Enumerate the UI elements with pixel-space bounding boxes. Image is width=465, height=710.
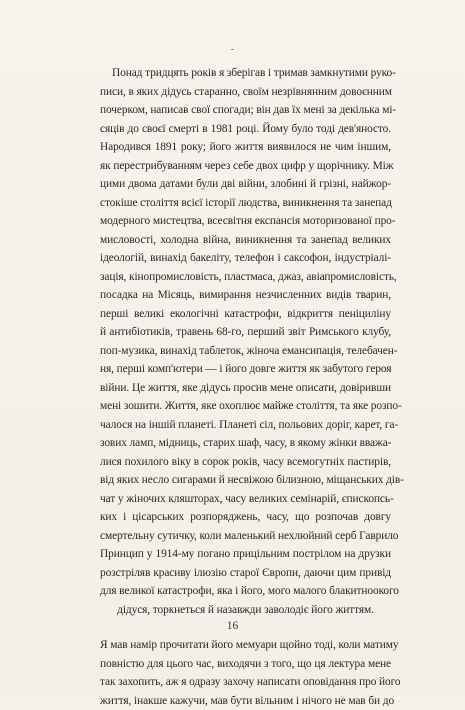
text-line: від яких несло сигарами й несвіжою білизною, міщанських дів- xyxy=(100,471,391,490)
text-line: сяців до своєї смерті в 1981 році. Йому було тоді дев'яносто. xyxy=(100,120,391,139)
text-line: війни. Це життя, яке дідусь просив мене описати, довіривши xyxy=(100,379,391,398)
text-line: Понад тридцять років я зберігав і тримав замкнутими руко- xyxy=(100,64,391,83)
text-line: Народився 1891 року; його життя виявилося не чим іншим, xyxy=(100,138,391,157)
text-line: дідуся, торкнеться й назавжди заволодіє його життям. xyxy=(100,601,391,620)
text-line: так захопить, аж я одразу захочу написати оповідання про його xyxy=(100,673,391,692)
text-line: стокіше століття всієї історії людства, виникнення та занепад xyxy=(100,194,391,213)
top-ornament: - xyxy=(0,44,465,55)
text-line: цими двома датами були дві війни, злобині й грізні, найжор- xyxy=(100,175,391,194)
text-line: Я мав намір прочитати його мемуари щойно тоді, коли матиму xyxy=(100,636,391,655)
body-text xyxy=(100,64,391,710)
paragraph-1 xyxy=(100,64,391,619)
text-line: зових ламп, мідниць, старих шаф, часу, в якому жінки вважа- xyxy=(100,434,391,453)
text-line: ких і цісарських розпоряджень, часу, що розпочав довгу xyxy=(100,508,391,527)
text-line: ня, перші комп'ютери — і його довге життя як забутого героя xyxy=(100,360,391,379)
text-line: писи, в яких дідусь старанно, своїм незрівнянним довоєнним xyxy=(100,83,391,102)
text-line: посадка на Місяць, вимирання незчисленних видів тварин, xyxy=(100,286,391,305)
paragraph-2 xyxy=(100,636,391,710)
text-line: поп-музика, винахід таблеток, жіноча емансипація, телебачен- xyxy=(100,342,391,361)
text-line: мисловості, холодна війна, виникнення та занепад великих xyxy=(100,231,391,250)
text-line: почерком, написав свої спогади; він дав їх мені за декілька мі- xyxy=(100,101,391,120)
text-line: мені зошити. Життя, яке охоплює майже століття, та яке розпо- xyxy=(100,397,391,416)
text-line: й антибіотиків, травень 68-го, перший звіт Римського клубу, xyxy=(100,323,391,342)
text-line: ідеологій, винахід бакеліту, телефон і саксофон, індустріалі- xyxy=(100,249,391,268)
text-line: лися похилого віку в сорок років, часу всемогутніх пастирів, xyxy=(100,453,391,472)
text-line: зація, кінопромисловість, пластмаса, джаз, авіапромисловість, xyxy=(100,268,391,287)
text-line: життя, інакше кажучи, мав бути вільним і нічого не мав би до xyxy=(100,692,391,710)
text-line: для великої катастрофи, яка і його, мого малого блакитноокого xyxy=(100,582,391,601)
text-line: чалося на іншій планеті. Планеті сіл, польових доріг, карет, га- xyxy=(100,416,391,435)
text-line: перші великі екологічні катастрофи, відкриття пеніциліну xyxy=(100,305,391,324)
page-number: 16 xyxy=(0,620,465,632)
text-line: смертельну сутичку, коли маленький нехлюйний серб Гаврило xyxy=(100,527,391,546)
text-line: розстріляв красиву ілюзію старої Європи, даючи цим привід xyxy=(100,564,391,583)
text-line: Принцип у 1914-му погано прицільним пострілом на друзки xyxy=(100,545,391,564)
text-line: модерного мистецтва, всесвітня експансія моторизованої про- xyxy=(100,212,391,231)
text-line: чат у жіночих кляшторах, часу великих семінарій, єпископсь- xyxy=(100,490,391,509)
text-line: як перестрибуванням через себе двох цифр у щорічнику. Між xyxy=(100,157,391,176)
text-line: повністю для цього час, виходячи з того, що ця лектура мене xyxy=(100,655,391,674)
